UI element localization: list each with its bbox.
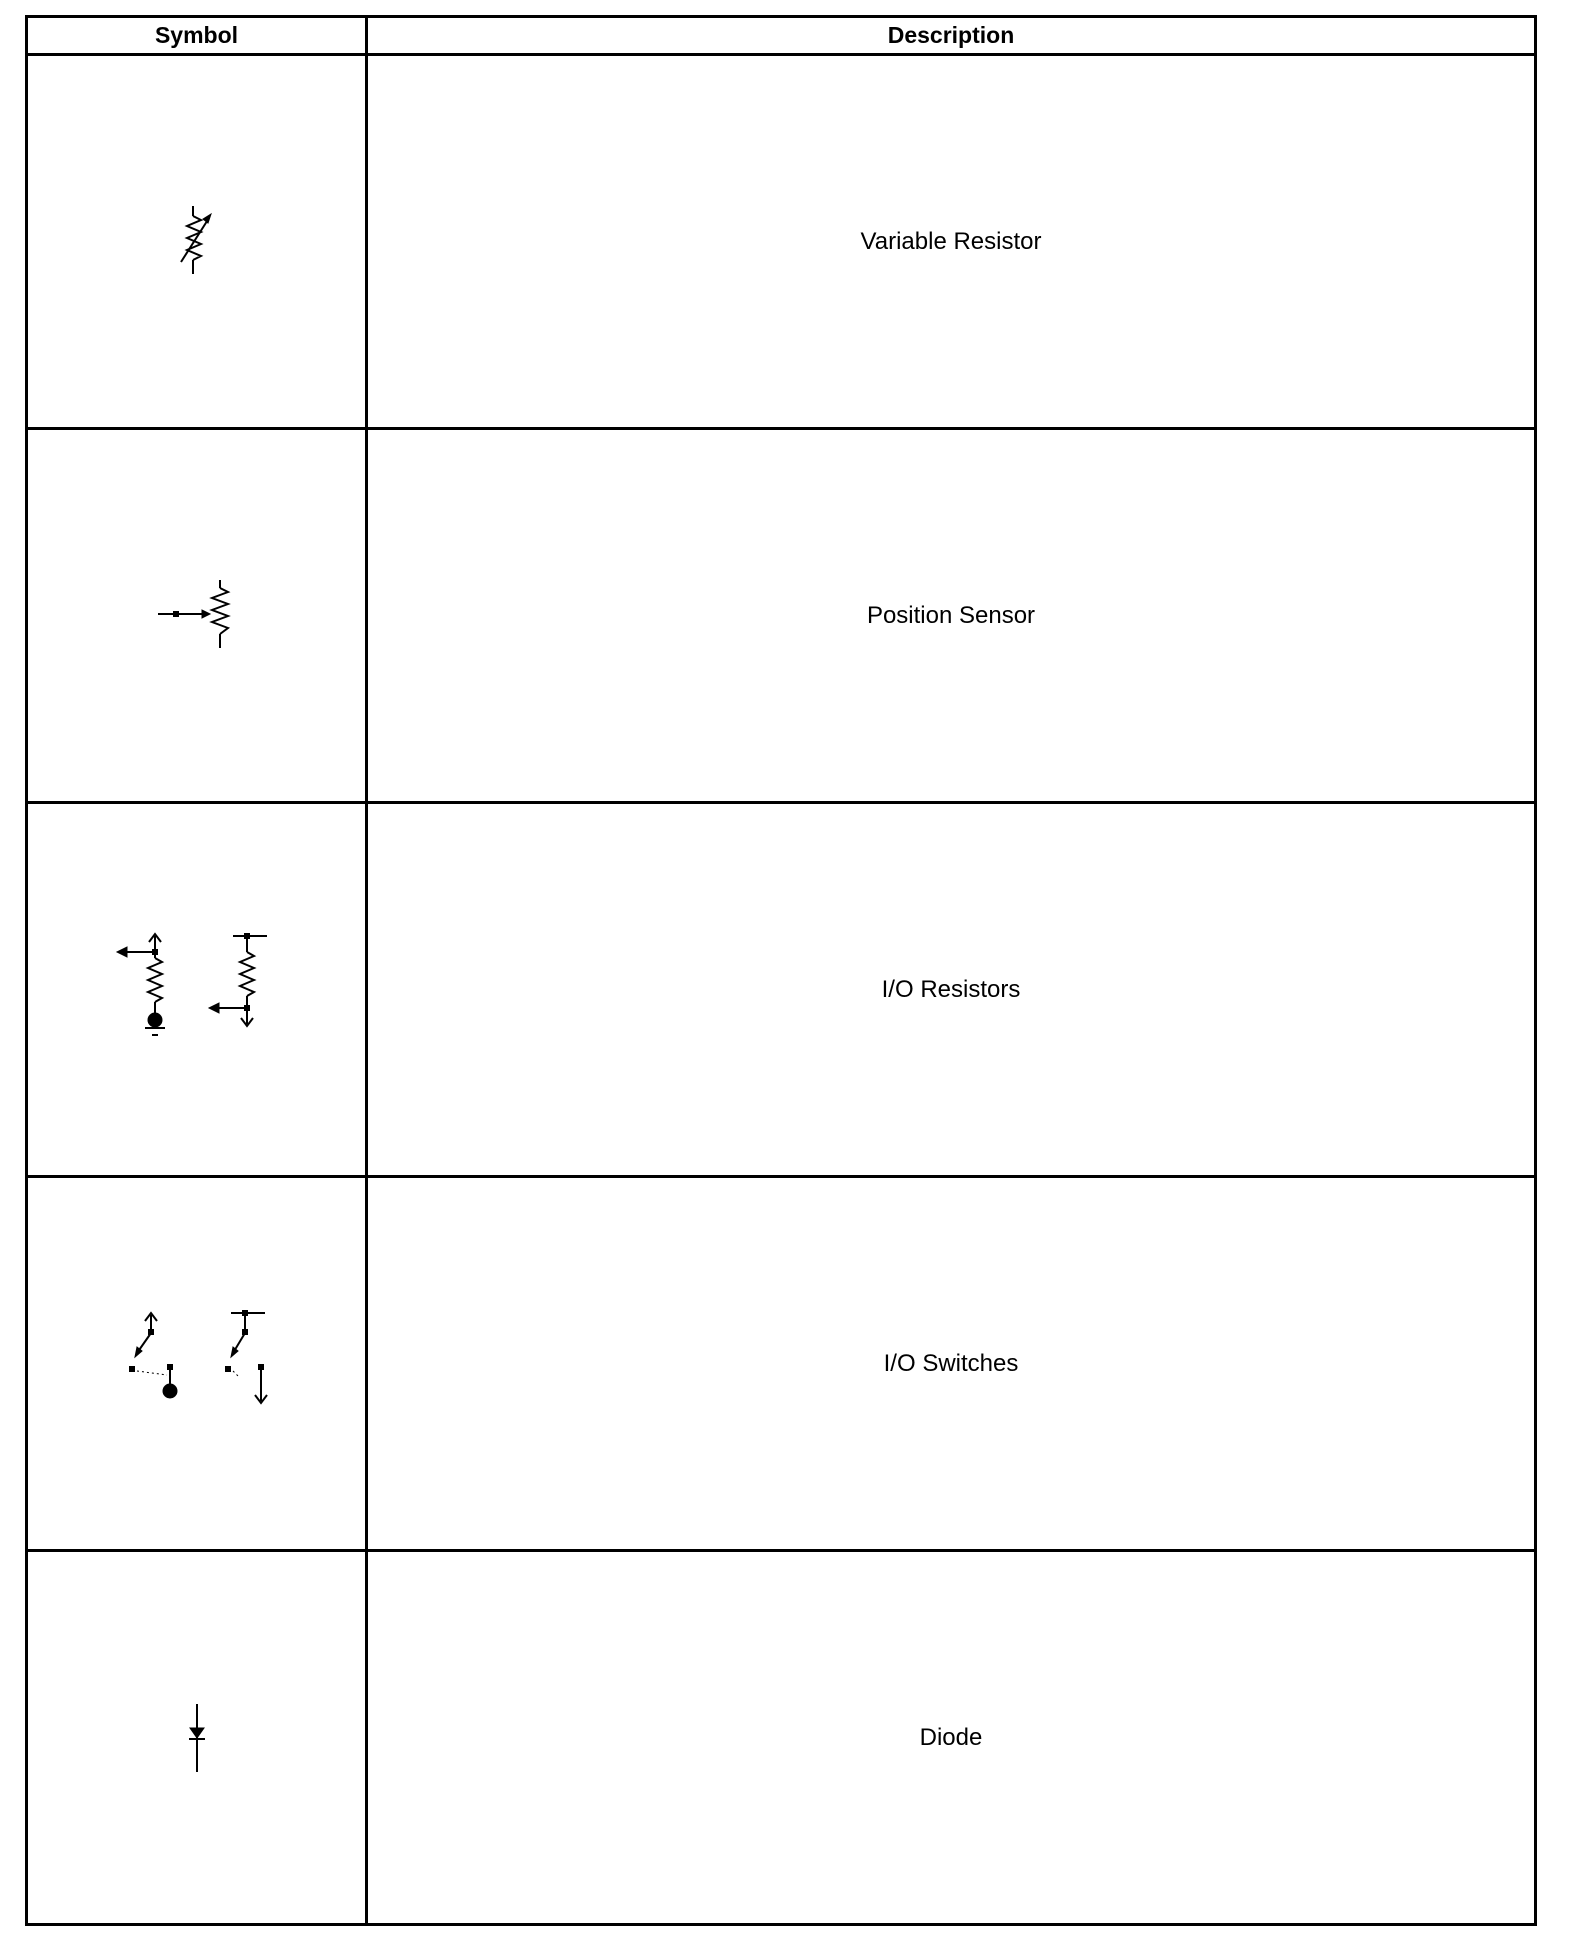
- symbol-column-header: Symbol: [27, 17, 367, 55]
- description-cell: Diode: [367, 1551, 1536, 1925]
- table-row: [27, 1551, 1536, 1925]
- symbol-legend-table: [25, 15, 1537, 1926]
- pull-down-resistor-icon: [117, 934, 165, 1035]
- position-sensor-icon: [152, 576, 242, 656]
- io-resistors-icon: [97, 930, 297, 1050]
- pull-up-resistor-icon: [209, 933, 267, 1026]
- description-cell: I/O Resistors: [367, 803, 1536, 1177]
- symbol-cell: [27, 803, 367, 1177]
- symbol-cell: [27, 55, 367, 429]
- header-row: [27, 17, 1536, 55]
- table-row: [27, 55, 1536, 429]
- variable-resistor-icon: [167, 202, 227, 282]
- description-cell: Position Sensor: [367, 429, 1536, 803]
- symbol-cell: [27, 1551, 367, 1925]
- low-side-switch-icon: [129, 1313, 177, 1398]
- high-side-switch-icon: [225, 1310, 267, 1403]
- symbol-cell: [27, 1177, 367, 1551]
- description-cell: Variable Resistor: [367, 55, 1536, 429]
- io-switches-icon: [97, 1309, 297, 1419]
- description-column-header: Description: [367, 17, 1536, 55]
- description-cell: I/O Switches: [367, 1177, 1536, 1551]
- symbol-cell: [27, 429, 367, 803]
- table-row: [27, 803, 1536, 1177]
- table-row: [27, 1177, 1536, 1551]
- table-row: [27, 429, 1536, 803]
- diode-icon: [177, 1698, 217, 1778]
